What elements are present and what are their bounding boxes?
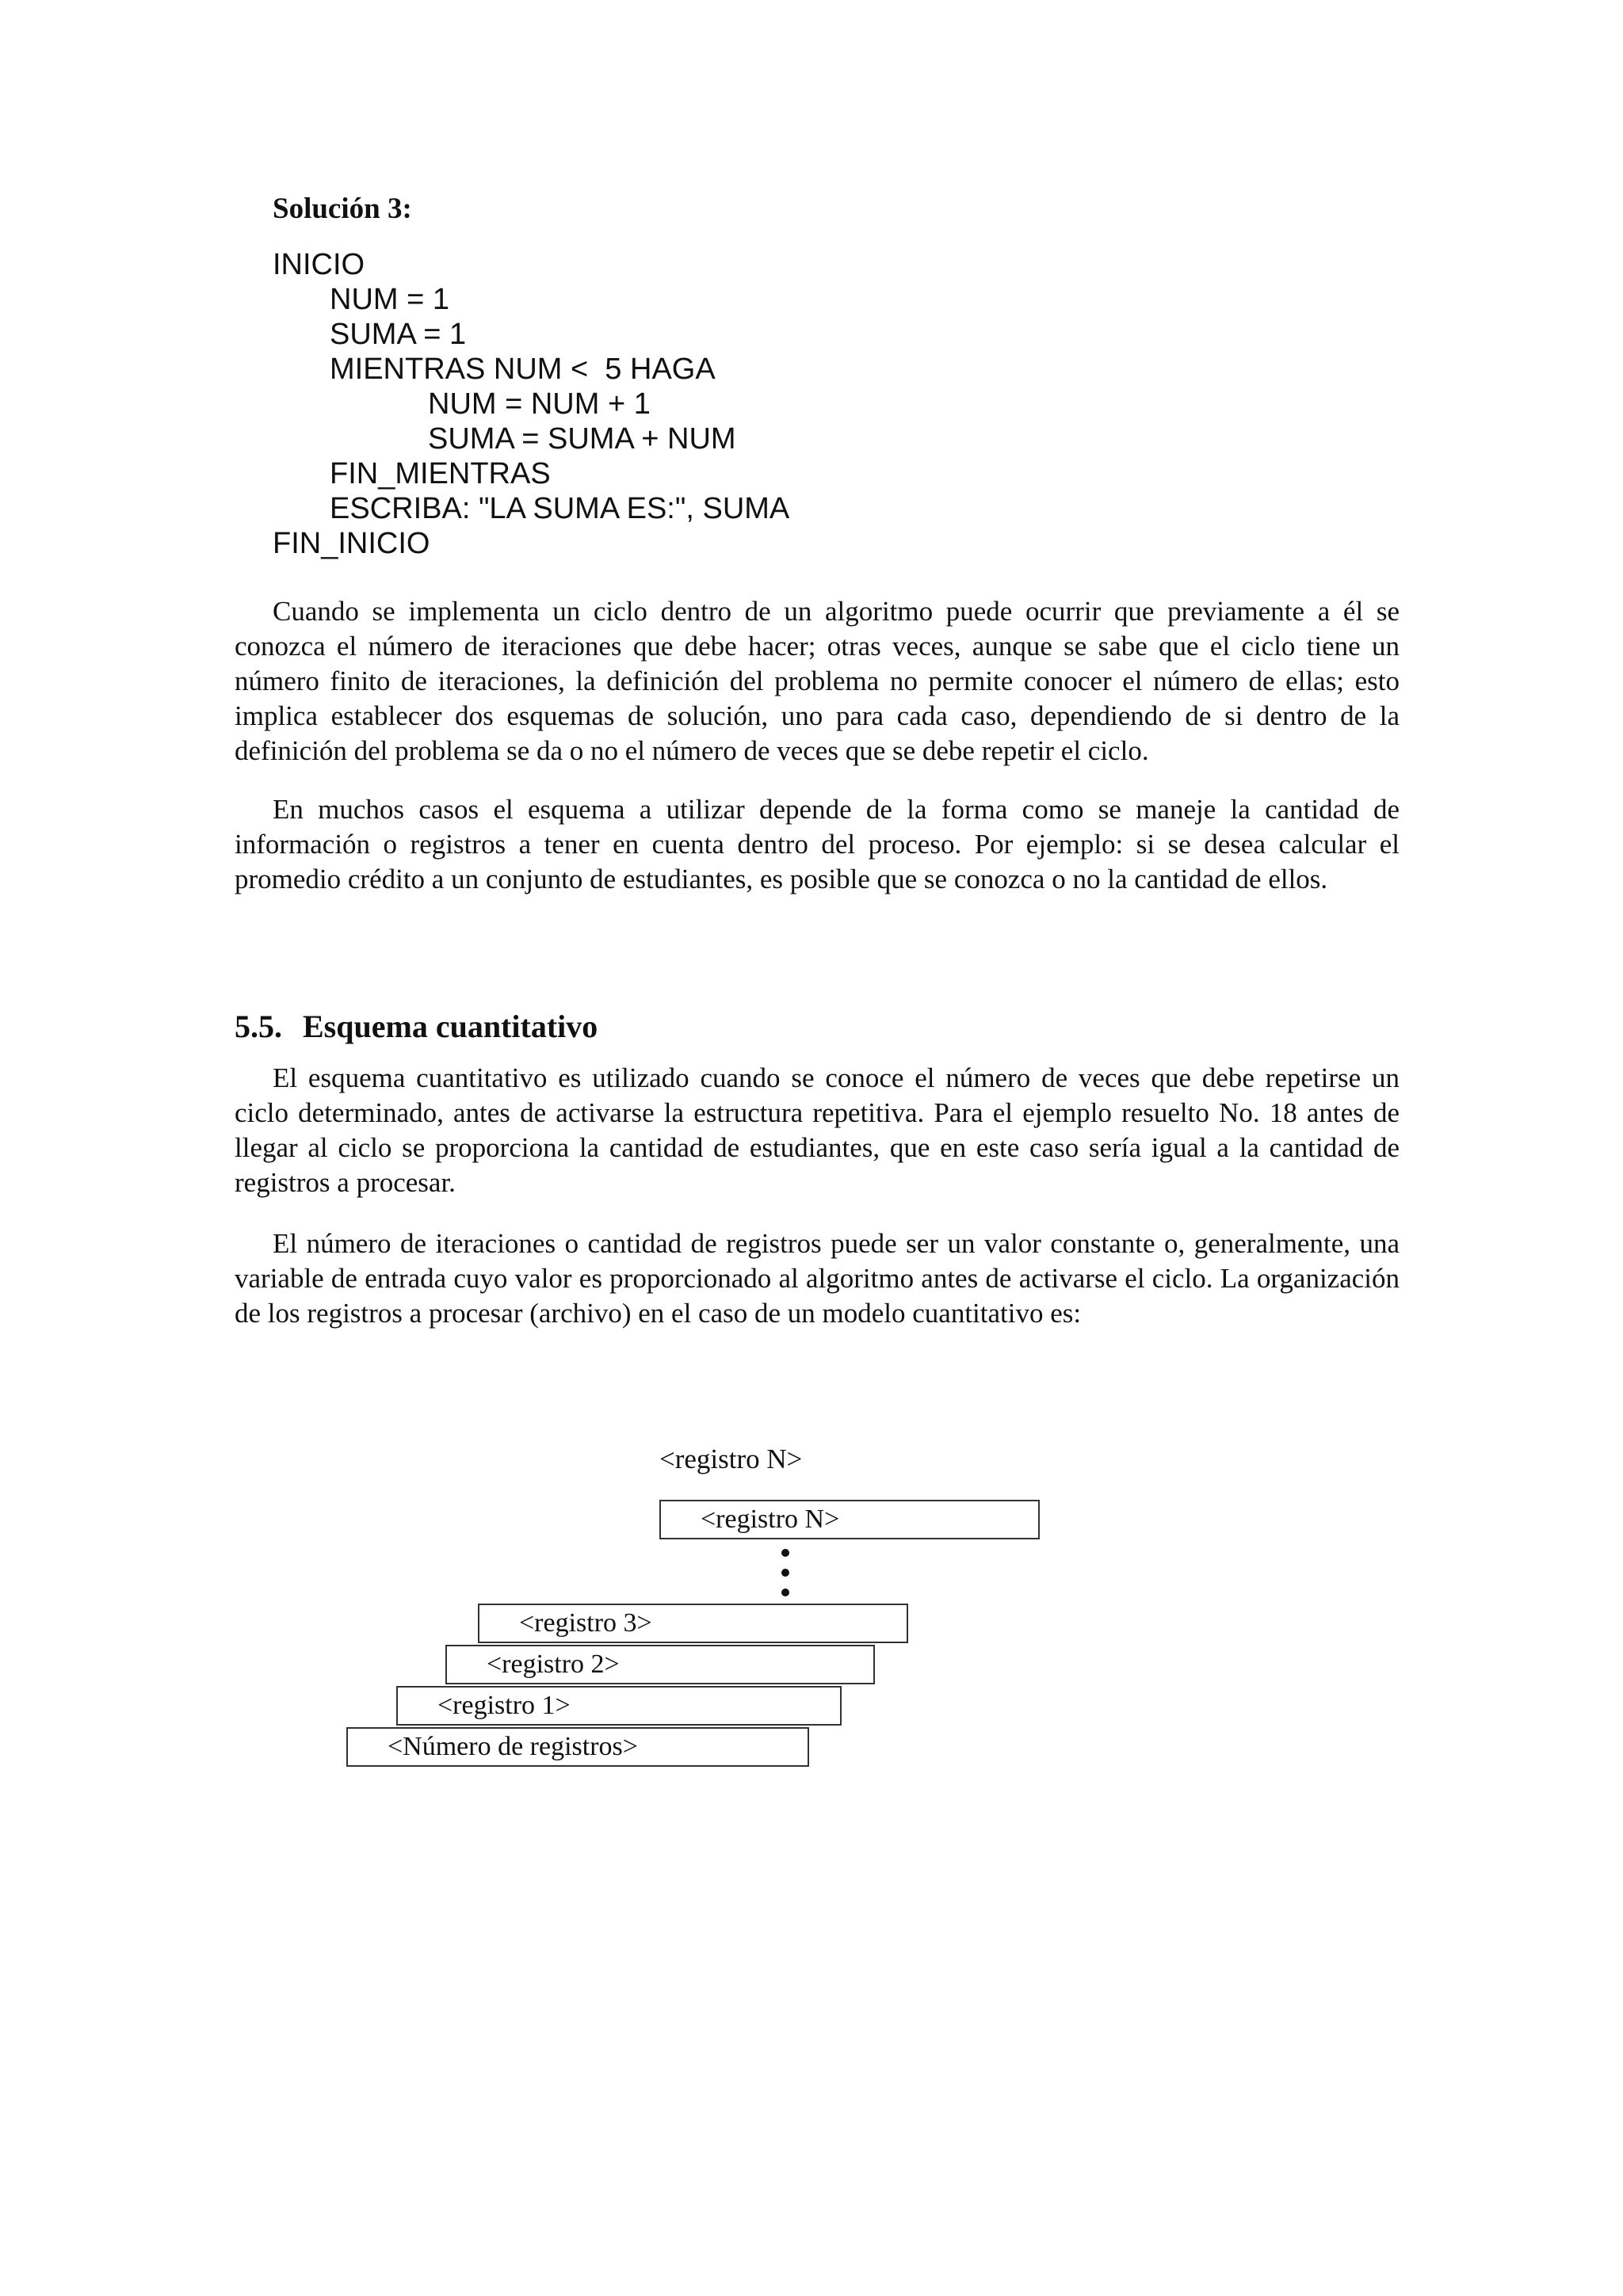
record-count-box: <Número de registros> — [346, 1727, 809, 1767]
code-line: SUMA = 1 — [330, 318, 467, 351]
code-line: NUM = 1 — [330, 283, 449, 316]
record-n-box: <registro N> — [659, 1500, 1040, 1539]
ellipsis-dot — [781, 1589, 789, 1596]
record-2-box: <registro 2> — [445, 1645, 875, 1684]
code-line: FIN_INICIO — [273, 527, 430, 560]
solution-title: Solución 3: — [273, 193, 412, 225]
code-line: ESCRIBA: "LA SUMA ES:", SUMA — [330, 492, 790, 525]
paragraph-cycle-iterations: Cuando se implementa un ciclo dentro de un algoritmo puede ocurrir que previamente a él se conozca el número de iteraciones que debe hacer; otras veces, aunque se sabe que el ciclo tiene un número finito de iteraciones, la definición del problema no permite conocer el número de ellas; esto implica establecer dos esquemas de solución, uno para cada caso, dependiendo de si dentro de la definición del problema se da o no el número de veces que se debe repetir el ciclo. — [235, 596, 1400, 766]
code-line: SUMA = SUMA + NUM — [428, 422, 736, 456]
code-line: FIN_MIENTRAS — [330, 457, 551, 490]
paragraph-quantitative-definition: El esquema cuantitativo es utilizado cuando se conoce el número de veces que debe repetirse un ciclo determinado, antes de activarse la estructura repetitiva. Para el ejemplo resuelto No. 18 antes de llegar al ciclo se proporciona la cantidad de estudiantes, que en este caso sería igual a la cantidad de registros a procesar. — [235, 1062, 1400, 1198]
paragraph-scheme-choice: En muchos casos el esquema a utilizar depende de la forma como se maneje la cantidad de información o registros a tener en cuenta dentro del proceso. Por ejemplo: si se desea calcular el promedio crédito a un conjunto de estudiantes, es posible que se conozca o no la cantidad de ellos. — [235, 794, 1400, 894]
record-1-box: <registro 1> — [396, 1686, 842, 1726]
section-heading — [235, 1008, 598, 1045]
pseudocode-block — [273, 247, 789, 561]
ellipsis-dot — [781, 1549, 789, 1557]
diagram-top-label: <registro N> — [659, 1444, 803, 1474]
section-number: 5.5. — [235, 1009, 282, 1044]
record-3-box: <registro 3> — [478, 1604, 908, 1643]
code-line: NUM = NUM + 1 — [428, 387, 651, 421]
paragraph-iterations-count: El número de iteraciones o cantidad de registros puede ser un valor constante o, generalmente, una variable de entrada cuyo valor es proporcionado al algoritmo antes de activarse el ciclo. La organización de los registros a procesar (archivo) en el caso de un modelo cuantitativo es: — [235, 1228, 1400, 1329]
code-line: INICIO — [273, 248, 365, 281]
section-title: Esquema cuantitativo — [303, 1009, 598, 1044]
code-line: MIENTRAS NUM < 5 HAGA — [330, 353, 716, 386]
ellipsis-dot — [781, 1569, 789, 1577]
